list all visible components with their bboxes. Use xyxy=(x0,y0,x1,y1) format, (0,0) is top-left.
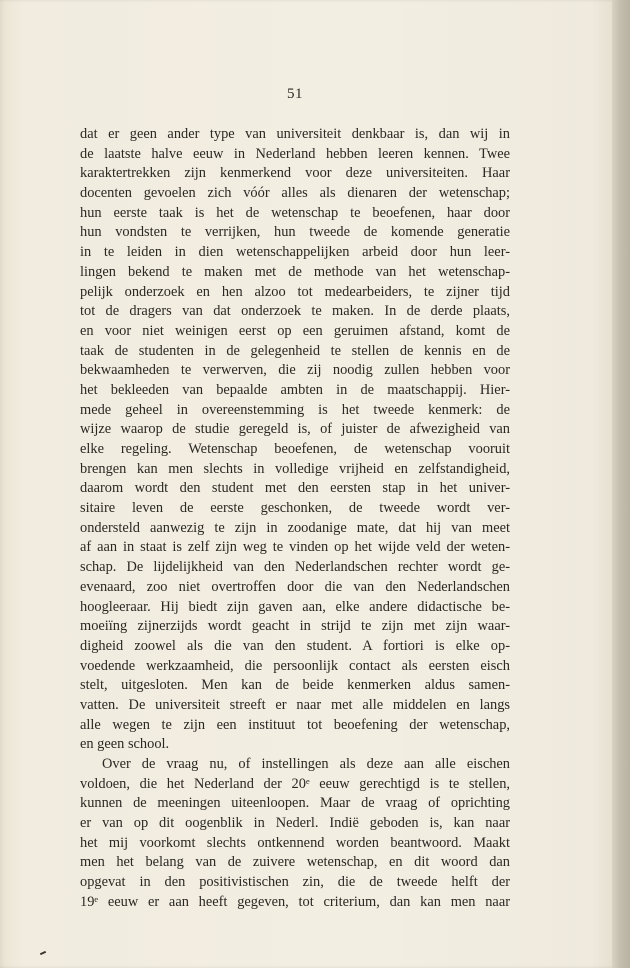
text-line: moeiïng zijnerzijds wordt geacht in strijd te zijn met zijn waar- xyxy=(80,618,510,635)
text-line: stelt, uitgesloten. Men kan de beide kenmerken aldus samen- xyxy=(80,677,510,694)
page-number: 51 xyxy=(287,86,303,102)
text-line: en geen school. xyxy=(80,736,170,753)
text-line: alle wegen te zijn een instituut tot beoefening der wetenschap, xyxy=(80,716,510,733)
text-line: elke regeling. Wetenschap beoefenen, de wetenschap vooruit xyxy=(80,441,510,457)
text-line: voedende werkzaamheid, die persoonlijk contact als eersten eisch xyxy=(80,657,510,674)
text-line: kunnen de meeningen uiteenloopen. Maar de vraag of oprichting xyxy=(80,795,510,812)
text-line: lingen bekend te maken met de methode van het wetenschap- xyxy=(80,263,510,280)
text-line: het bekleeden van bepaalde ambten in de maatschappij. Hier- xyxy=(80,381,510,398)
text-line: men het belang van de zuivere wetenschap, en dit woord dan xyxy=(80,854,510,871)
text-line: 19ᵉ eeuw er aan heeft gegeven, tot criterium, dan kan men naar xyxy=(80,893,510,910)
body-text xyxy=(80,125,510,913)
text-line: het mij voorkomt slechts ontkennend worden beantwoord. Maakt xyxy=(80,834,510,851)
text-line: mede geheel in overeenstemming is het tweede kenmerk: de xyxy=(80,401,510,418)
text-line: en voor niet weinigen eerst op een geruimen afstand, komt de xyxy=(80,322,510,339)
text-line: digheid zoowel als die van den student. A fortiori is elke op- xyxy=(80,637,510,654)
text-line: docenten gevoelen zich vóór alles als dienaren der wetenschap; xyxy=(80,185,510,202)
text-line: opgevat in den positivistischen zin, die de tweede helft der xyxy=(80,874,510,891)
text-line: de laatste halve eeuw in Nederland hebben leeren kennen. Twee xyxy=(80,145,510,162)
text-line: karaktertrekken zijn kenmerkend voor deze universiteiten. Haar xyxy=(80,165,510,182)
text-line: hoogleeraar. Hij biedt zijn gaven aan, elke andere didactische be- xyxy=(80,598,510,615)
text-line: voldoen, die het Nederland der 20ᵉ eeuw gerechtigd is te stellen, xyxy=(80,775,510,792)
text-line: pelijk onderzoek en hen alzoo tot medearbeiders, te zijner tijd xyxy=(80,283,510,300)
text-line: hun eerste taak is het de wetenschap te beoefenen, haar door xyxy=(80,204,510,221)
text-line: ondersteld aanwezig te zijn in zoodanige mate, dat hij van meet xyxy=(80,519,510,536)
text-line: taak de studenten in de gelegenheid te stellen de kennis en de xyxy=(80,342,510,359)
text-line: dat er geen ander type van universiteit denkbaar is, dan wij in xyxy=(80,126,510,142)
text-line: Over de vraag nu, of instellingen als deze aan alle eischen xyxy=(102,756,510,772)
text-line: wijze waarop de studie geregeld is, of juister de afwezigheid van xyxy=(80,421,510,438)
text-line: schap. De lijdelijkheid van den Nederlandschen rechter wordt ge- xyxy=(80,559,510,576)
text-line: bekwaamheden te verwerven, die zij noodig zullen hebben voor xyxy=(80,362,510,379)
text-line: in te leiden in dien wetenschappelijken arbeid door hun leer- xyxy=(80,244,510,261)
text-line: er van op dit oogenblik in Nederl. Indië geboden is, kan naar xyxy=(80,815,510,832)
text-line: brengen kan men slechts in volledige vrijheid en zelfstandigheid, xyxy=(80,460,510,477)
text-line: sitaire leven de eerste geschonken, de tweede wordt ver- xyxy=(80,500,510,517)
text-line: evenaard, zoo niet overtroffen door die van den Nederlandschen xyxy=(80,578,510,595)
text-line: vatten. De universiteit streeft er naar met alle middelen en langs xyxy=(80,696,510,713)
text-line: daarom wordt den student met den eersten stap in het univer- xyxy=(80,480,510,497)
page-edge xyxy=(612,0,630,968)
text-line: tot de dragers van dat onderzoek te maken. In de derde plaats, xyxy=(80,303,510,320)
text-line: hun vondsten te verrijken, hun tweede de komende generatie xyxy=(80,224,510,241)
text-line: af aan in staat is zelf zijn weg te vinden op het wijde veld der weten- xyxy=(80,539,510,556)
